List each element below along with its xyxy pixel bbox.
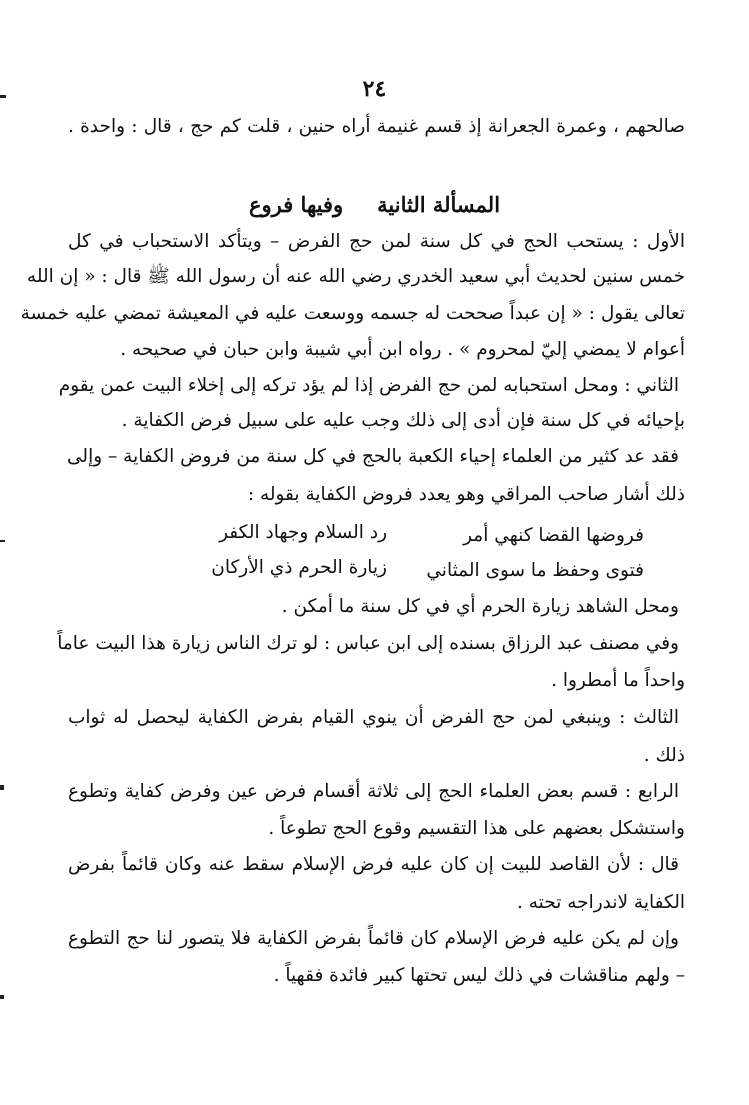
section-title bbox=[0, 192, 749, 217]
text-line: أعوام لا يمضي إليّ لمحروم » . رواه ابن أبي شيبة وابن حبان في صحيحه . bbox=[120, 339, 685, 360]
text-line: ومحل الشاهد زيارة الحرم أي في كل سنة ما أمكن . bbox=[281, 596, 679, 617]
text-line: وفي مصنف عبد الرزاق بسنده إلى ابن عباس : لو ترك الناس زيارة هذا البيت عاماً bbox=[57, 633, 679, 654]
left-edge-mark bbox=[0, 540, 5, 542]
text-line: قال : لأن القاصد للبيت إن كان عليه فرض الإسلام سقط عنه وكان قائماً بفرض bbox=[68, 854, 679, 875]
text-line: واحداً ما أمطروا . bbox=[551, 670, 685, 691]
text-line: الثاني : ومحل استحبابه لمن حج الفرض إذا لم يؤد تركه إلى إخلاء البيت عمن يقوم bbox=[58, 375, 679, 396]
verse-hemistich-first: فروضها القضا كنهي أمر bbox=[463, 525, 644, 546]
page-number: ٢٤ bbox=[362, 76, 387, 102]
left-edge-mark bbox=[0, 995, 4, 999]
text-line: بإحيائه في كل سنة فإن أدى إلى ذلك وجب عليه على سبيل فرض الكفاية . bbox=[121, 410, 685, 431]
text-line: – ولهم مناقشات في ذلك ليس تحتها كبير فائدة فقهياً . bbox=[273, 965, 685, 986]
section-title-sub: وفيها فروع bbox=[248, 192, 344, 217]
text-line: صالحهم ، وعمرة الجعرانة إذ قسم غنيمة أراه حنين ، قلت كم حج ، قال : واحدة . bbox=[68, 116, 685, 137]
section-title-main: المسألة الثانية bbox=[377, 192, 501, 217]
text-line: ذلك . bbox=[643, 745, 685, 766]
text-line: ذلك أشار صاحب المراقي وهو يعدد فروض الكفاية بقوله : bbox=[247, 484, 685, 505]
text-line: الأول : يستحب الحج في كل سنة لمن حج الفرض – ويتأكد الاستحباب في كل bbox=[68, 231, 685, 252]
text-line: فقد عد كثير من العلماء إحياء الكعبة بالحج في كل سنة من فروض الكفاية – وإلى bbox=[67, 446, 679, 467]
text-line: وإن لم يكن عليه فرض الإسلام كان قائماً بفرض الكفاية فلا يتصور لنا حج التطوع bbox=[68, 928, 679, 949]
text-line: خمس سنين لحديث أبي سعيد الخدري رضي الله عنه أن رسول الله ﷺ قال : « إن الله bbox=[26, 266, 685, 287]
text-line: تعالى يقول : « إن عبداً صححت له جسمه ووسعت عليه في المعيشة تمضي عليه خمسة bbox=[20, 303, 685, 324]
verse-hemistich-second: رد السلام وجهاد الكفر bbox=[219, 522, 387, 543]
text-line: الثالث : وينبغي لمن حج الفرض أن ينوي القيام بفرض الكفاية ليحصل له ثواب bbox=[68, 707, 679, 728]
text-line: الكفاية لاندراجه تحته . bbox=[516, 892, 685, 913]
verse-hemistich-second: زيارة الحرم ذي الأركان bbox=[211, 557, 387, 578]
verse-hemistich-first: فتوى وحفظ ما سوى المثاني bbox=[426, 560, 644, 581]
text-line: الرابع : قسم بعض العلماء الحج إلى ثلاثة أقسام فرض عين وفرض كفاية وتطوع bbox=[68, 781, 679, 802]
left-edge-mark bbox=[0, 785, 4, 790]
text-line: واستشكل بعضهم على هذا التقسيم وقوع الحج تطوعاً . bbox=[268, 818, 685, 839]
